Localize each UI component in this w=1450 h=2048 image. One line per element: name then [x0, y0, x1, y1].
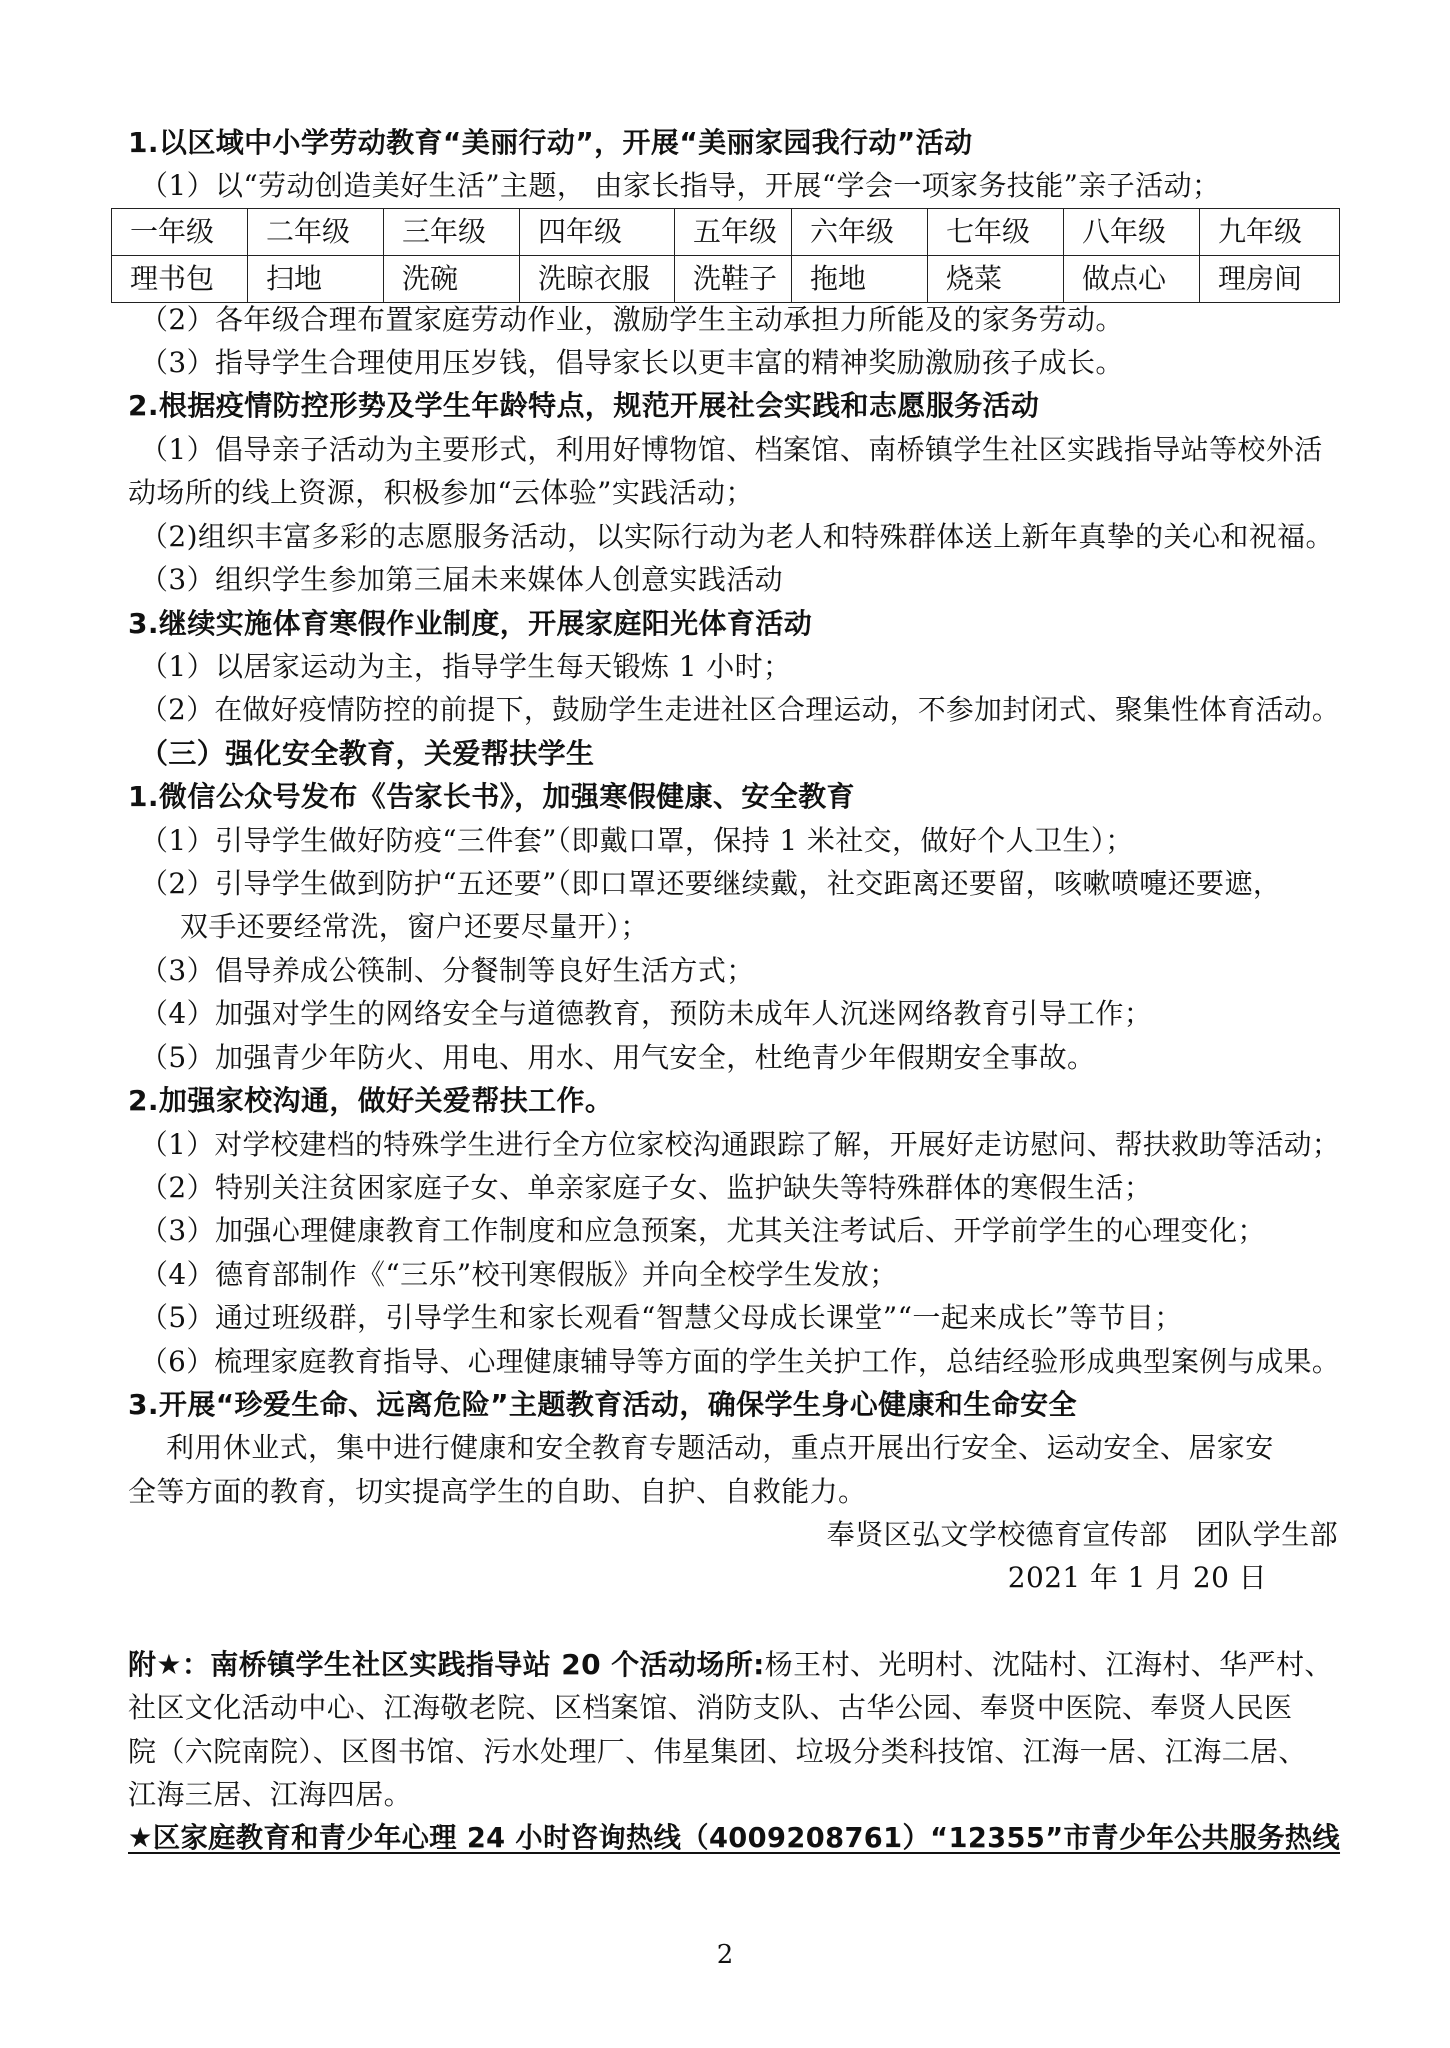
table-cell: 拖地	[792, 256, 928, 303]
hotline-notice: ★区家庭教育和青少年心理 24 小时咨询热线（4009208761）“12355”市青少年公共服务热线	[128, 1821, 1341, 1854]
list-item: （3）指导学生合理使用压岁钱，倡导家长以更丰富的精神奖励激励孩子成长。	[140, 346, 1124, 379]
list-item: （2）引导学生做到防护“五还要”（即口罩还要继续戴，社交距离还要留，咳嗽喷嚏还要遮，	[140, 867, 1282, 900]
list-item: （1）对学校建档的特殊学生进行全方位家校沟通跟踪了解，开展好走访慰问、帮扶救助等活动；	[140, 1128, 1341, 1161]
paragraph-line: 利用休业式，集中进行健康和安全教育专题活动，重点开展出行安全、运动安全、居家安	[166, 1431, 1274, 1464]
table-cell: 三年级	[384, 209, 520, 256]
table-cell: 六年级	[792, 209, 928, 256]
list-item: （1）以居家运动为主，指导学生每天锻炼 1 小时；	[140, 650, 792, 683]
table-row-tasks	[112, 256, 1340, 303]
table-cell: 理书包	[112, 256, 248, 303]
table-cell: 洗鞋子	[675, 256, 792, 303]
list-item: （1）引导学生做好防疫“三件套”（即戴口罩，保持 1 米社交，做好个人卫生）；	[140, 824, 1134, 857]
appendix-line: 院（六院南院）、区图书馆、污水处理厂、伟星集团、垃圾分类科技馆、江海一居、江海二居、	[128, 1735, 1307, 1768]
table-cell: 八年级	[1064, 209, 1200, 256]
table-cell: 理房间	[1200, 256, 1340, 303]
chores-table	[111, 208, 1340, 303]
list-item: （2）在做好疫情防控的前提下，鼓励学生走进社区合理运动，不参加封闭式、聚集性体育活动。	[140, 693, 1341, 726]
table-cell: 一年级	[112, 209, 248, 256]
table-cell: 五年级	[675, 209, 792, 256]
section-heading-communication: 2.加强家校沟通，做好关爱帮扶工作。	[128, 1084, 614, 1117]
list-item-continued: 动场所的线上资源，积极参加“云体验”实践活动；	[128, 476, 754, 509]
list-item: （2）特别关注贫困家庭子女、单亲家庭子女、监护缺失等特殊群体的寒假生活；	[140, 1171, 1153, 1204]
section-heading-life: 3.开展“珍爱生命、远离危险”主题教育活动，确保学生身心健康和生命安全	[128, 1388, 1077, 1421]
table-cell: 七年级	[928, 209, 1064, 256]
appendix-lead: 附★：南桥镇学生社区实践指导站 20 个活动场所:	[128, 1648, 765, 1681]
list-item: （2)组织丰富多彩的志愿服务活动，以实际行动为老人和特殊群体送上新年真挚的关心和祝福。	[140, 520, 1334, 553]
list-item-continued: 双手还要经常洗，窗户还要尽量开）；	[180, 910, 649, 943]
appendix-line	[128, 1645, 1333, 1685]
signature-org: 奉贤区弘文学校德育宣传部 团队学生部	[826, 1518, 1338, 1551]
section-heading-practice: 2.根据疫情防控形势及学生年龄特点，规范开展社会实践和志愿服务活动	[128, 389, 1040, 422]
table-cell: 扫地	[248, 256, 384, 303]
section-heading-labor: 1.以区域中小学劳动教育“美丽行动”，开展“美丽家园我行动”活动	[128, 126, 973, 159]
table-cell: 洗晾衣服	[520, 256, 675, 303]
section-heading-sports: 3.继续实施体育寒假作业制度，开展家庭阳光体育活动	[128, 607, 813, 640]
list-item: （1）以“劳动创造美好生活”主题， 由家长指导，开展“学会一项家务技能”亲子活动；	[140, 169, 1221, 202]
section-heading-letter: 1.微信公众号发布《告家长书》，加强寒假健康、安全教育	[128, 780, 855, 813]
paragraph-line: 全等方面的教育，切实提高学生的自助、自护、自救能力。	[128, 1475, 867, 1508]
list-item: （6）梳理家庭教育指导、心理健康辅导等方面的学生关护工作，总结经验形成典型案例与成果。	[140, 1345, 1341, 1378]
list-item: （5）通过班级群，引导学生和家长观看“智慧父母成长课堂”“一起来成长”等节目；	[140, 1301, 1183, 1334]
list-item: （4）德育部制作《“三乐”校刊寒假版》并向全校学生发放；	[140, 1258, 898, 1291]
signature-date: 2021 年 1 月 20 日	[1007, 1561, 1267, 1594]
list-item: （3）倡导养成公筷制、分餐制等良好生活方式；	[140, 954, 755, 987]
table-cell: 洗碗	[384, 256, 520, 303]
table-cell: 做点心	[1064, 256, 1200, 303]
list-item: （3）组织学生参加第三届未来媒体人创意实践活动	[140, 563, 784, 596]
table-cell: 九年级	[1200, 209, 1340, 256]
appendix-line: 江海三居、江海四居。	[128, 1778, 413, 1811]
list-item: （3）加强心理健康教育工作制度和应急预案，尤其关注考试后、开学前学生的心理变化；	[140, 1214, 1266, 1247]
page-number: 2	[716, 1940, 734, 1970]
appendix-venues: 杨王村、光明村、沈陆村、江海村、华严村、	[764, 1648, 1333, 1681]
table-cell: 二年级	[248, 209, 384, 256]
list-item: （5）加强青少年防火、用电、用水、用气安全，杜绝青少年假期安全事故。	[140, 1041, 1096, 1074]
list-item: （4）加强对学生的网络安全与道德教育，预防未成年人沉迷网络教育引导工作；	[140, 997, 1153, 1030]
table-row-grades	[112, 209, 1340, 256]
section-title-safety: （三）强化安全教育，关爱帮扶学生	[140, 737, 595, 770]
table-cell: 四年级	[520, 209, 675, 256]
appendix-line: 社区文化活动中心、江海敬老院、区档案馆、消防支队、古华公园、奉贤中医院、奉贤人民医	[128, 1691, 1293, 1724]
list-item: （1）倡导亲子活动为主要形式，利用好博物馆、档案馆、南桥镇学生社区实践指导站等校外活	[140, 433, 1323, 466]
list-item: （2）各年级合理布置家庭劳动作业，激励学生主动承担力所能及的家务劳动。	[140, 303, 1124, 336]
table-cell: 烧菜	[928, 256, 1064, 303]
